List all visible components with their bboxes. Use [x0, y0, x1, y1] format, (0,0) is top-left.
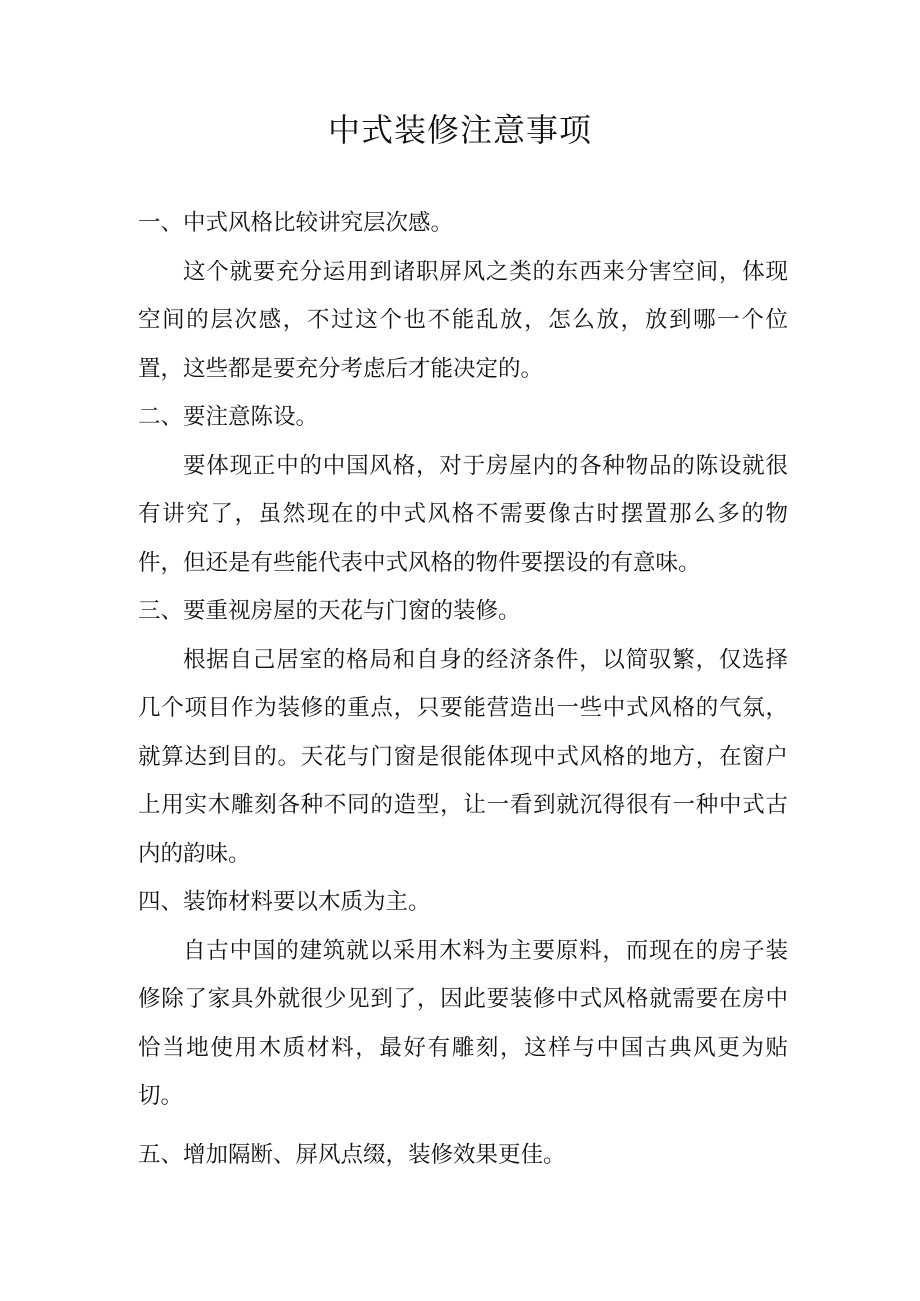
section-heading-5: 五、增加隔断、屏风点缀，装修效果更佳。	[138, 1141, 566, 1168]
section-heading-4: 四、装饰材料要以木质为主。	[138, 889, 431, 915]
section-heading-3: 三、要重视房屋的天花与门窗的装修。	[138, 598, 521, 624]
section-paragraph-1: 这个就要充分运用到诸职屏风之类的东西来分害空间，体现空间的层次感，不过这个也不能乱放，怎么放，放到哪一个位置，这些都是要充分考虑后才能决定的。	[138, 258, 788, 382]
section-paragraph-4: 自古中国的建筑就以采用木料为主要原料，而现在的房子装修除了家具外就很少见到了，因此要装修中式风格就需要在房中恰当地使用木质材料，最好有雕刻，这样与中国古典风更为贴切。	[138, 937, 788, 1109]
section-heading-1: 一、中式风格比较讲究层次感。	[138, 210, 454, 236]
document-body	[138, 199, 788, 1179]
document-title: 中式装修注意事项	[327, 111, 592, 149]
section-paragraph-3: 根据自己居室的格局和自身的经济条件，以简驭繁，仅选择几个项目作为装修的重点，只要能营造出一些中式风格的气氛，就算达到目的。天花与门窗是很能体现中式风格的地方，在窗户上用实木雕刻各种不同的造型，让一看到就沉得很有一种中式古内的韵味。	[138, 646, 788, 867]
section-heading-2: 二、要注意陈设。	[138, 404, 319, 430]
section-paragraph-2: 要体现正中的中国风格，对于房屋内的各种物品的陈设就很有讲究了，虽然现在的中式风格不需要像古时摆置那么多的物件，但还是有些能代表中式风格的物件要摆设的有意味。	[138, 452, 788, 576]
